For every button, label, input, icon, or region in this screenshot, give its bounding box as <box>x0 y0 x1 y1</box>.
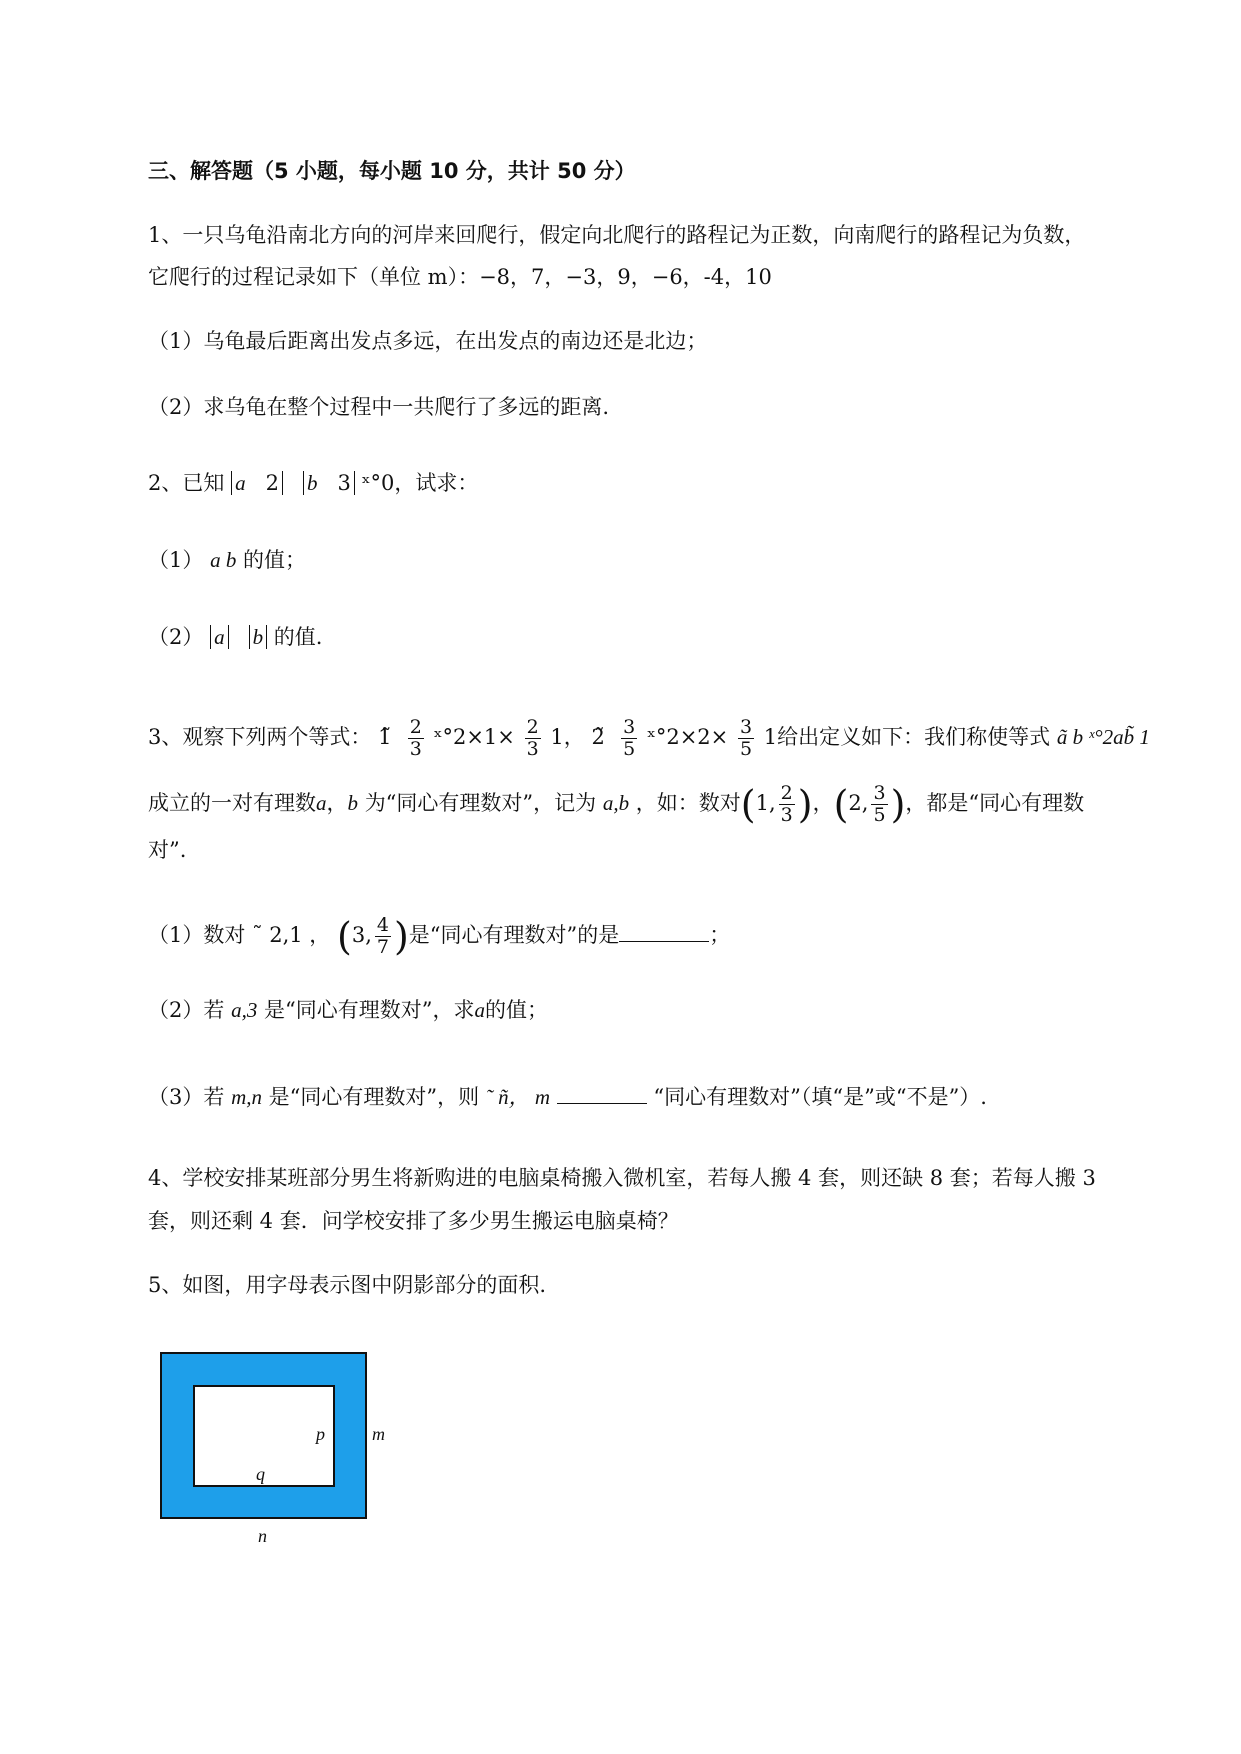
q3-part2 <box>148 995 548 1025</box>
q3-comma: ， <box>326 791 348 815</box>
q3-frac-3-5-b: $\frac{3}{5}$ <box>739 716 753 760</box>
q3-frac-2-3-c: $\frac{2}{3}$ <box>780 782 793 826</box>
q3-eq1-end: 1， <box>550 725 585 749</box>
q3-part2-var: a <box>474 998 485 1022</box>
label-m: m <box>372 1424 385 1444</box>
q3-part1-end: ； <box>709 923 731 947</box>
q2-abs-a <box>231 471 283 495</box>
q3-line2-d: ，都是“同心有理数 <box>905 791 1085 815</box>
q3-part1-suffix: 是“同心有理数对”的是 <box>408 923 620 947</box>
q1-line2: 它爬行的过程记录如下（单位 m）：−8，7，−3，9，−6，-4，10 <box>148 265 772 289</box>
q3-part3-expr: ˜ ñ， m <box>485 1085 551 1109</box>
q3-frac-2-3-b: $\frac{2}{3}$ <box>526 716 539 760</box>
q3-line1 <box>148 712 1150 762</box>
q2-three: 3 <box>337 471 351 495</box>
q2-part1-vars: a b <box>210 548 237 572</box>
section-title: 三、解答题（5 小题，每小题 10 分，共计 50 分） <box>148 159 636 183</box>
q2-eq0: ˣ°0 <box>361 471 395 495</box>
q2-part2 <box>148 622 322 652</box>
q2-part2-abs-b: b <box>249 625 268 649</box>
q3-part2-pair: a,3 <box>231 998 258 1022</box>
q3-var-b: b <box>347 791 358 815</box>
q2-part1-suffix: 的值； <box>243 548 306 572</box>
q2-b-term: b <box>307 471 318 495</box>
q2-part2-abs-a: a <box>210 625 229 649</box>
q2-part2-suffix: 的值. <box>273 625 323 649</box>
figure-svg <box>158 1350 418 1550</box>
q3-eq2-mid: ˣ°2×2× <box>646 725 729 749</box>
q2-a-term: a <box>235 471 246 495</box>
q3-def-expr: ã b ˣ°2ab̃ 1 <box>1056 725 1150 749</box>
q3-part1: （1）数对 ˜ 2,1 ， (3, $\frac{4}{7}$ )是“同心有理数对”的是 ； <box>148 914 731 959</box>
q3-eq2-end: 1给出定义如下：我们称使等式 <box>763 725 1051 749</box>
q2-suffix: ，试求： <box>394 471 479 495</box>
q3-frac-2-3-a: $\frac{2}{3}$ <box>409 716 422 760</box>
q2-two: 2 <box>265 471 279 495</box>
q3-line2-c: ，如：数对 <box>635 791 741 815</box>
q2-prefix: 2、已知 <box>148 471 225 495</box>
q3-pair2: 2, <box>848 791 869 815</box>
q3-pair-ab: a,b <box>602 791 630 815</box>
q4-line2: 套，则还剩 4 套．问学校安排了多少男生搬运电脑桌椅？ <box>148 1209 679 1233</box>
q3-part3-blank <box>557 1083 647 1104</box>
q3-eq1-mid: ˣ°2×1× <box>433 725 515 749</box>
q3-part2-suffix: 的值； <box>484 998 548 1022</box>
q3-eq2-prefix: 2̃ <box>591 725 605 749</box>
q3-pair1: 1, <box>755 791 776 815</box>
q2-abs-b <box>303 471 355 495</box>
q3-part3 <box>148 1082 987 1112</box>
q3-part3-pair: m,n <box>231 1085 262 1109</box>
q2-part1-prefix: （1） <box>148 548 204 572</box>
q3-prefix: 3、观察下列两个等式： <box>148 725 372 749</box>
q3-part3-suffix: “同心有理数对”（填“是”或“不是”）. <box>653 1085 987 1109</box>
q3-part3-mid: 是“同心有理数对”，则 <box>268 1085 480 1109</box>
q3-part1-pair2: 3, <box>351 923 372 947</box>
q2-part1 <box>148 545 306 575</box>
label-q: q <box>256 1464 265 1484</box>
q3-part1-prefix: （1）数对 <box>148 923 246 947</box>
q3-line2-b: 为“同心有理数对”，记为 <box>364 791 597 815</box>
q3-part1-blank <box>619 921 709 942</box>
q3-part1-pair1: ˜ 2,1 ， <box>252 923 331 947</box>
shaded-area-figure <box>158 1350 418 1550</box>
q3-part3-prefix: （3）若 <box>148 1085 225 1109</box>
q3-part2-mid: 是“同心有理数对”，求 <box>264 998 475 1022</box>
q3-frac-3-5-c: $\frac{3}{5}$ <box>873 782 886 826</box>
q1-line1: 1、一只乌龟沿南北方向的河岸来回爬行，假定向北爬行的路程记为正数，向南爬行的路程记为负数， <box>148 223 1086 247</box>
q3-var-a: a <box>316 791 327 815</box>
q3-line2-a: 成立的一对有理数 <box>148 791 316 815</box>
q3-sep: ， <box>812 791 834 815</box>
q3-eq1-prefix: 1̃ <box>378 725 392 749</box>
q2-line <box>148 468 478 498</box>
label-p: p <box>316 1424 325 1444</box>
q3-frac-4-7: $\frac{4}{7}$ <box>376 914 389 958</box>
q3-frac-3-5-a: $\frac{3}{5}$ <box>623 716 636 760</box>
q1-part1: （1）乌龟最后距离出发点多远，在出发点的南边还是北边； <box>148 329 708 353</box>
q5-line1: 5、如图，用字母表示图中阴影部分的面积. <box>148 1273 547 1297</box>
q3-line2: 成立的一对有理数a，b 为“同心有理数对”，记为 a,b ，如：数对(1, $\frac{2}{3}$ )，(2, $\frac{3}{5}$ )，都是“同心有理数 <box>148 782 1085 827</box>
q2-part2-prefix: （2） <box>148 625 204 649</box>
q3-line3: 对”. <box>148 838 187 862</box>
label-n: n <box>258 1526 267 1546</box>
q4-line1: 4、学校安排某班部分男生将新购进的电脑桌椅搬入微机室，若每人搬 4 套，则还缺 8 套；若每人搬 3 <box>148 1166 1096 1190</box>
q3-part2-prefix: （2）若 <box>148 998 225 1022</box>
q1-part2: （2）求乌龟在整个过程中一共爬行了多远的距离. <box>148 395 610 419</box>
